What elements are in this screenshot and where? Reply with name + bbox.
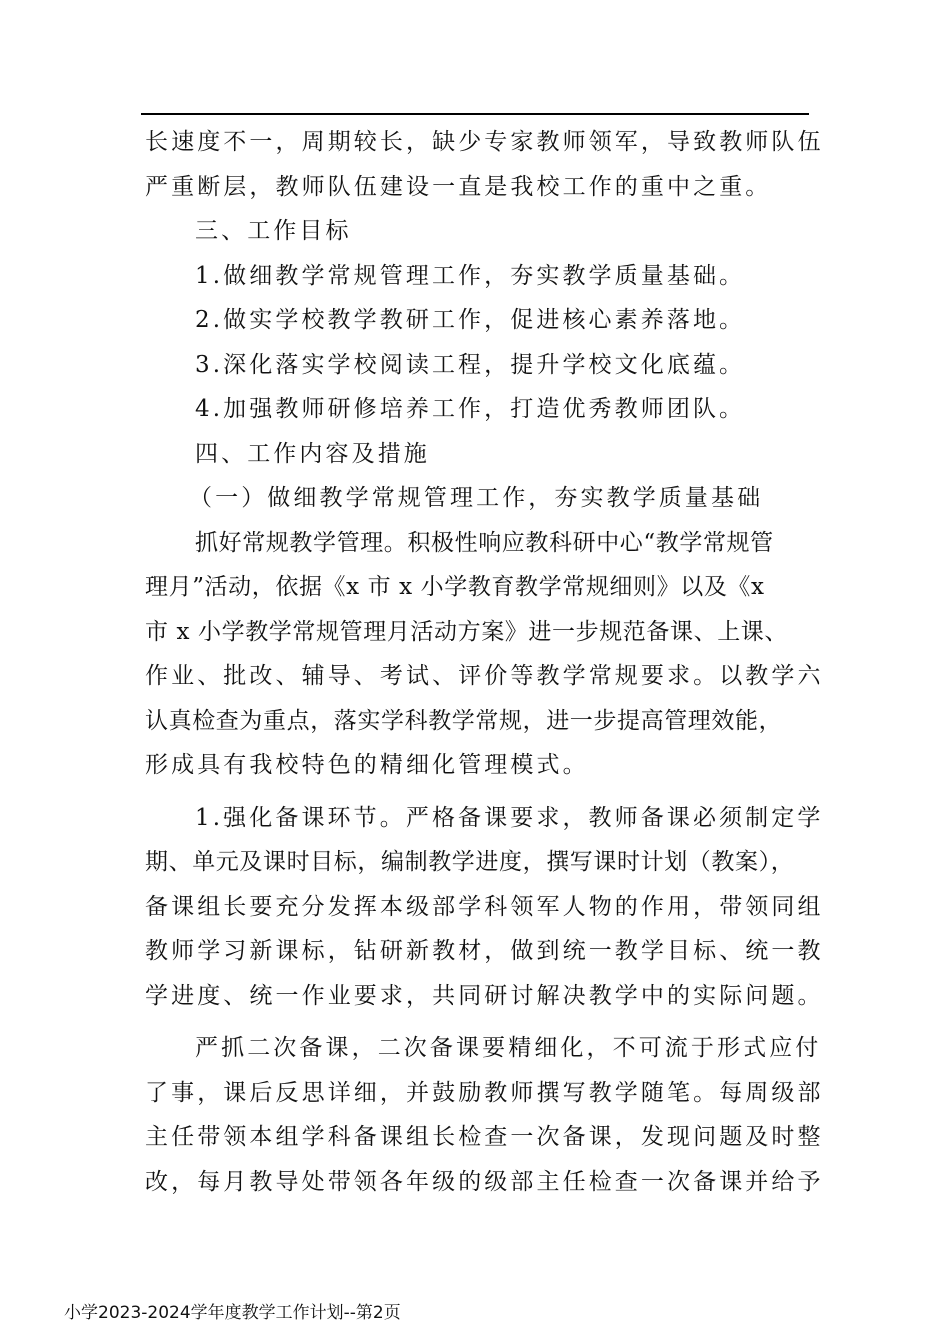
goal-item: 4.加强教师研修培养工作，打造优秀教师团队。: [195, 396, 746, 422]
body-line: 教师学习新课标，钻研新教材，做到统一教学目标、统一教: [145, 938, 824, 964]
goal-item: 3.深化落实学校阅读工程，提升学校文化底蕴。: [195, 351, 746, 378]
body-line: 改，每月教导处带领各年级的级部主任检查一次备课并给予: [145, 1168, 824, 1195]
body-line: 严抓二次备课，二次备课要精细化，不可流于形式应付: [195, 1035, 822, 1061]
body-line: 作业、批改、辅导、考试、评价等教学常规要求。以教学六: [145, 663, 824, 689]
body-line: 主任带领本组学科备课组长检查一次备课，发现问题及时整: [145, 1124, 824, 1150]
section-heading: 四、工作内容及措施: [195, 440, 430, 467]
body-line: 形成具有我校特色的精细化管理模式。: [145, 752, 589, 778]
body-line: 认真检查为重点，落实学科教学常规，进一步提高管理效能，: [145, 707, 783, 734]
body-line: 期、单元及课时目标，编制教学进度，撰写课时计划（教案），: [145, 849, 795, 875]
header-rule: [141, 113, 809, 115]
body-line: 1.强化备课环节。严格备课要求，教师备课必须制定学: [195, 804, 824, 831]
body-line: 严重断层，教师队伍建设一直是我校工作的重中之重。: [145, 173, 772, 200]
body-line: 学进度、统一作业要求，共同研讨解决教学中的实际问题。: [145, 982, 824, 1009]
body-line: 理月”活动，依据《x 市 x 小学教育教学常规细则》以及《x: [145, 574, 765, 600]
goal-item: 1.做细教学常规管理工作，夯实教学质量基础。: [195, 262, 746, 289]
section-heading: 三、工作目标: [195, 218, 352, 244]
body-line: 备课组长要充分发挥本级部学科领军人物的作用，带领同组: [145, 893, 824, 920]
document-body: [145, 120, 824, 1204]
body-line: 了事，课后反思详细，并鼓励教师撰写教学随笔。每周级部: [145, 1079, 824, 1106]
body-line: 长速度不一，周期较长，缺少专家教师领军，导致教师队伍: [145, 129, 824, 155]
body-line: 市 x 小学教学常规管理月活动方案》进一步规范备课、上课、: [145, 618, 788, 645]
goal-item: 2.做实学校教学教研工作，促进核心素养落地。: [195, 307, 746, 333]
subsection-heading: （一）做细教学常规管理工作，夯实教学质量基础: [189, 485, 764, 511]
body-line: 抓好常规教学管理。积极性响应教科研中心“教学常规管: [195, 529, 774, 556]
page-footer: 小学2023-2024学年度教学工作计划--第2页: [64, 1303, 401, 1323]
